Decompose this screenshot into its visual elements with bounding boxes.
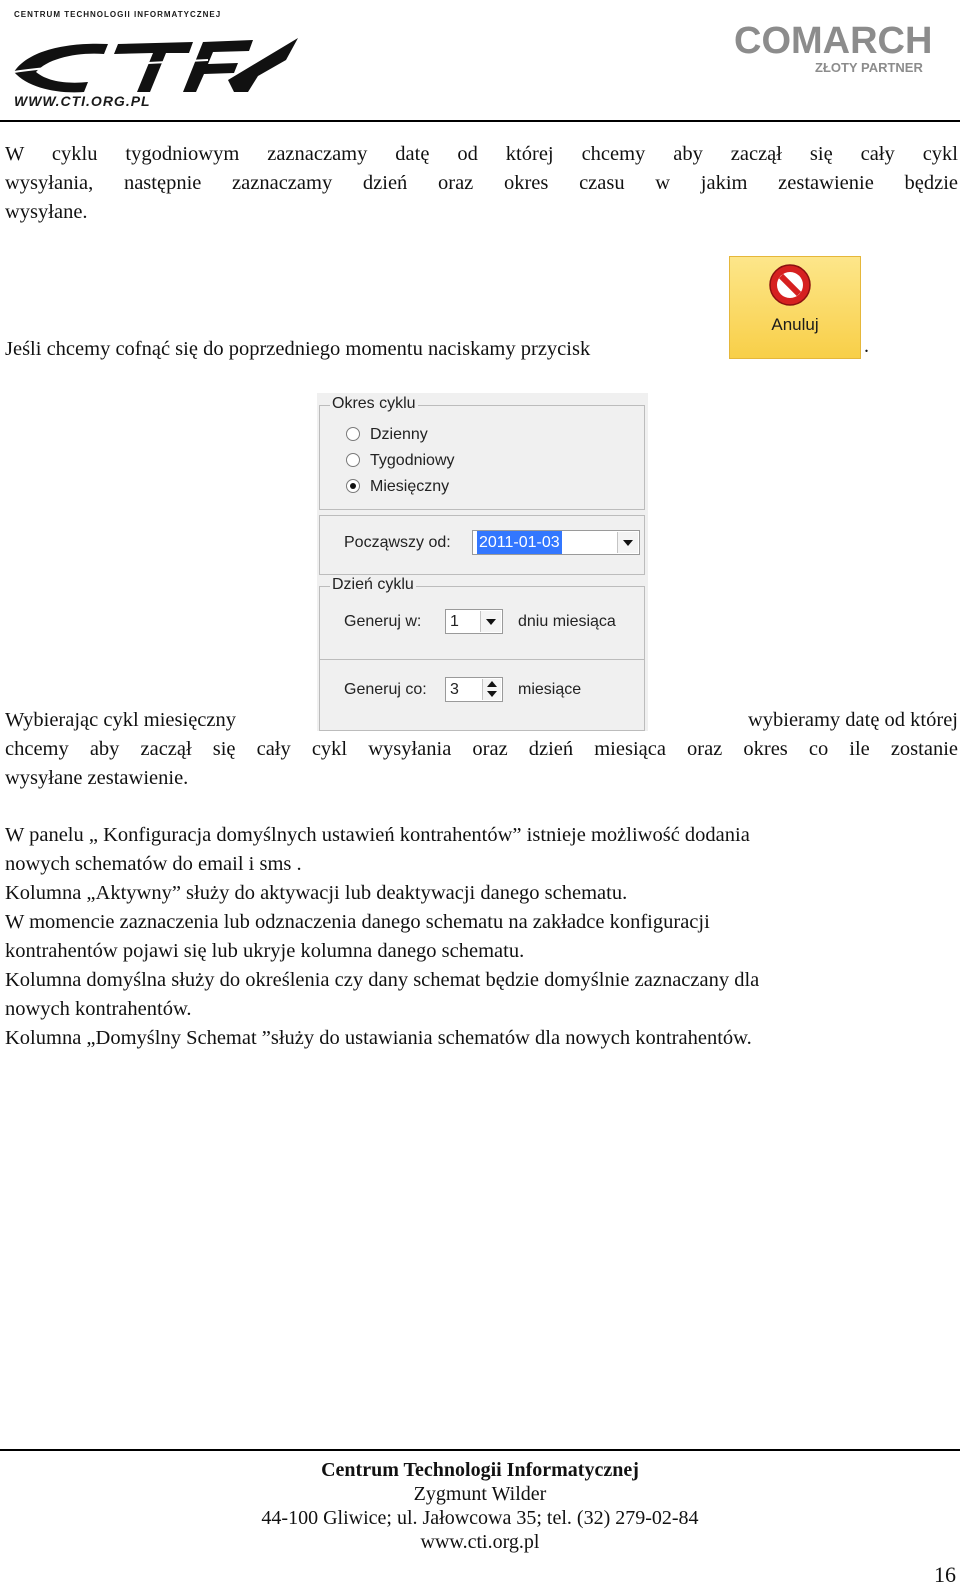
page-number: 16 <box>934 1562 956 1587</box>
radio-label: Dzienny <box>370 426 428 443</box>
anuluj-label: Anuluj <box>771 315 819 334</box>
header-divider <box>0 120 960 122</box>
okres-cyklu-group <box>319 395 645 510</box>
generuj-w-label: Generuj w: <box>344 613 422 630</box>
generuj-co-suffix: miesiące <box>518 681 582 698</box>
start-date-label: Począwszy od: <box>344 534 451 551</box>
weekly-line-1: W cyklu tygodniowym zaznaczamy datę od której chcemy aby zaczął się cały cykl <box>5 143 958 165</box>
page-header <box>0 0 960 125</box>
config-line: Kolumna „Aktywny” służy do aktywacji lub deaktywacji danego schematu. <box>5 882 628 904</box>
okres-cyklu-title: Okres cyklu <box>332 395 416 412</box>
footer-person: Zygmunt Wilder <box>413 1483 547 1505</box>
config-line: kontrahentów pojawi się lub ukryje kolumna danego schematu. <box>5 940 525 962</box>
weekly-line-3: wysyłane. <box>5 201 88 223</box>
group-divider <box>320 659 644 660</box>
comarch-logo: COMARCH <box>734 20 933 62</box>
chevron-down-icon[interactable] <box>480 611 501 632</box>
cti-header-caption: CENTRUM TECHNOLOGII INFORMATYCZNEJ <box>14 10 222 19</box>
start-date-value: 2011-01-03 <box>477 531 562 554</box>
generuj-w-select[interactable] <box>445 609 503 634</box>
config-line: nowych schematów do email i sms . <box>5 853 302 875</box>
generuj-w-value: 1 <box>450 613 459 630</box>
cycle-settings-dialog <box>317 393 648 731</box>
anuluj-button[interactable] <box>729 256 861 359</box>
footer-divider <box>0 1449 960 1451</box>
config-line: W panelu „ Konfiguracja domyślnych ustawień kontrahentów” istnieje możliwość dodania <box>5 824 750 846</box>
radio-label: Tygodniowy <box>370 452 455 469</box>
footer-address: 44-100 Gliwice; ul. Jałowcowa 35; tel. (32) 279-02-84 <box>261 1507 699 1529</box>
generuj-co-value: 3 <box>450 681 459 698</box>
radio-button[interactable] <box>346 427 360 441</box>
no-entry-icon <box>768 263 812 307</box>
sentence-end: . <box>864 335 869 357</box>
monthly-line-1-right: wybieramy datę od której <box>747 709 958 731</box>
chevron-down-icon[interactable] <box>617 532 638 553</box>
radio-button[interactable] <box>346 453 360 467</box>
dzien-cyklu-title: Dzień cyklu <box>332 576 414 593</box>
config-line: W momencie zaznaczenia lub odznaczenia danego schematu na zakładce konfiguracji <box>5 911 710 933</box>
spinner-arrows-icon[interactable] <box>482 679 501 700</box>
radio-label: Miesięczny <box>370 478 450 495</box>
generuj-co-spinner[interactable] <box>445 677 503 702</box>
back-instruction: Jeśli chcemy cofnąć się do poprzedniego momentu naciskamy przycisk <box>5 338 591 360</box>
footer-org: Centrum Technologii Informatycznej <box>321 1459 639 1481</box>
start-date-group <box>319 515 645 575</box>
generuj-co-label: Generuj co: <box>344 681 427 698</box>
config-line: nowych kontrahentów. <box>5 998 192 1020</box>
footer-website: www.cti.org.pl <box>420 1531 540 1553</box>
radio-button-selected[interactable] <box>346 479 360 493</box>
monthly-line-2: chcemy aby zaczął się cały cykl wysyłania oraz dzień miesiąca oraz okres co ile zostanie <box>5 738 958 760</box>
start-date-picker[interactable] <box>472 530 640 555</box>
monthly-line-3: wysyłane zestawienie. <box>5 767 189 789</box>
weekly-line-2: wysyłania, następnie zaznaczamy dzień oraz okres czasu w jakim zestawienie będzie <box>5 172 958 194</box>
cti-url: WWW.CTI.ORG.PL <box>14 93 151 109</box>
comarch-partner-label: ZŁOTY PARTNER <box>815 60 923 75</box>
cti-logo <box>8 20 308 100</box>
config-line: Kolumna domyślna służy do określenia czy dany schemat będzie domyślnie zaznaczany dla <box>5 969 760 991</box>
monthly-line-1-left: Wybierając cykl miesięczny <box>5 709 236 731</box>
generuj-w-suffix: dniu miesiąca <box>518 613 616 630</box>
config-line: Kolumna „Domyślny Schemat ”służy do ustawiania schematów dla nowych kontrahentów. <box>5 1027 752 1049</box>
